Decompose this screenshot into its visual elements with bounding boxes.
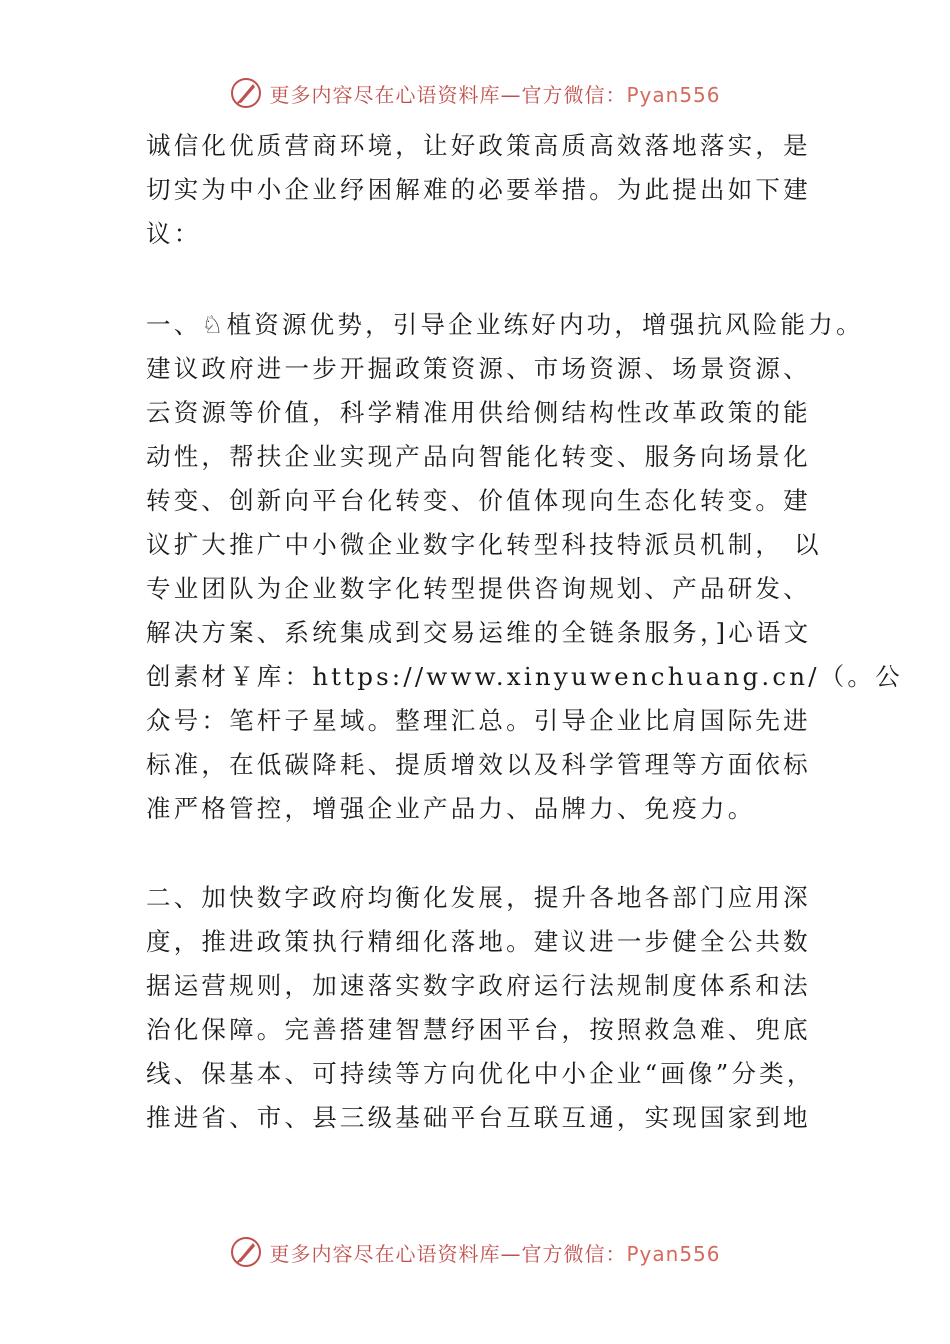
text-line: 切实为中小企业纾困解难的必要举措。为此提出如下建 (146, 175, 811, 204)
text-line: 推进省、市、县三级基础平台互联互通，实现国家到地 (146, 1103, 811, 1132)
watermark-wechat-id: Pyan556 (626, 1241, 721, 1266)
text-line: 议： (146, 219, 202, 248)
text-line: 准严格管控，增强企业产品力、品牌力、免疫力。 (146, 794, 756, 823)
text-line: 专业团队为企业数字化转型提供咨询规划、产品研发、 (146, 574, 811, 603)
text-line: 度，推进政策执行精细化落地。建议进一步健全公共数 (146, 927, 811, 956)
paragraph-suggestion-2 (146, 876, 846, 1140)
header-watermark (0, 73, 950, 113)
text-line: 二、加快数字政府均衡化发展，提升各地各部门应用深 (146, 883, 811, 912)
text-line: 众号：笔杆子星域。整理汇总。引导企业比肩国际先进 (146, 706, 811, 735)
paragraph-intro (146, 124, 846, 256)
text-line: 创素材￥库：https://www.xinyuwenchuang.cn/（。公 (146, 662, 903, 691)
quill-pen-icon (229, 76, 263, 110)
text-line: 议扩大推广中小微企业数字化转型科技特派员机制， 以 (146, 530, 822, 559)
text-line: 动性，帮扶企业实现产品向智能化转变、服务向场景化 (146, 442, 811, 471)
text-line: 治化保障。完善搭建智慧纾困平台，按照救急难、兜底 (146, 1015, 811, 1044)
paragraph-suggestion-1 (146, 303, 903, 831)
footer-watermark (0, 1232, 950, 1272)
quill-pen-icon (229, 1235, 263, 1269)
text-line: 据运营规则，加速落实数字政府运行法规制度体系和法 (146, 971, 811, 1000)
text-line: 诚信化优质营商环境，让好政策高质高效落地落实，是 (146, 131, 811, 160)
text-line: 一、♘植资源优势，引导企业练好内功，增强抗风险能力。 (146, 310, 864, 339)
watermark-text: 更多内容尽在心语资料库—官方微信： (269, 1241, 627, 1266)
text-line: 标准，在低碳降耗、提质增效以及科学管理等方面依标 (146, 750, 811, 779)
text-line: 解决方案、系统集成到交易运维的全链条服务，]心语文 (146, 618, 812, 647)
text-line: 建议政府进一步开掘政策资源、市场资源、场景资源、 (146, 354, 811, 383)
text-line: 线、保基本、可持续等方向优化中小企业“画像”分类， (146, 1059, 815, 1088)
text-line: 转变、创新向平台化转变、价值体现向生态化转变。建 (146, 486, 811, 515)
text-line: 云资源等价值，科学精准用供给侧结构性改革政策的能 (146, 398, 811, 427)
watermark-wechat-id: Pyan556 (626, 82, 721, 107)
watermark-text: 更多内容尽在心语资料库—官方微信： (269, 82, 627, 107)
